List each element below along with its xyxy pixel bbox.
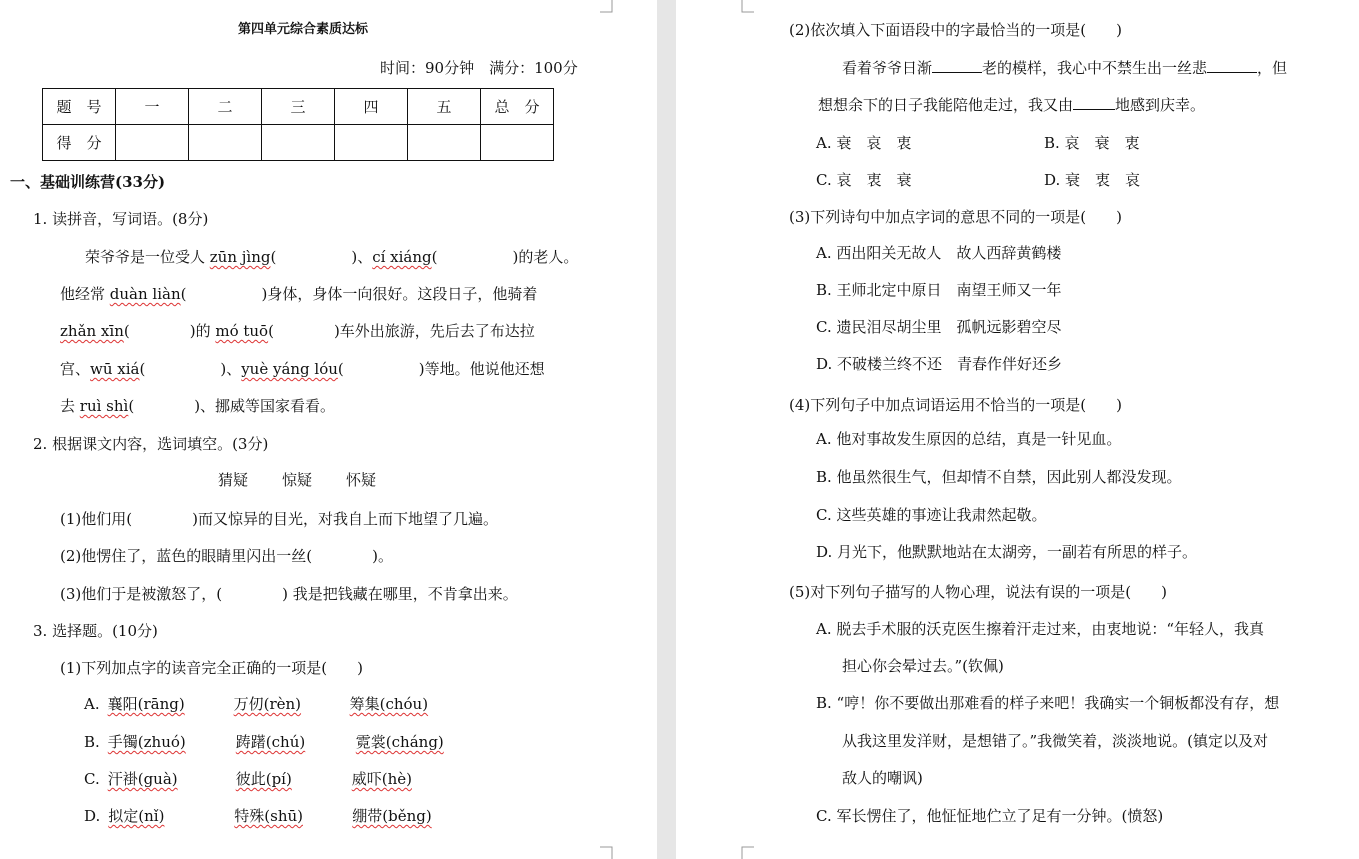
answer-blank[interactable]: ( )车外出旅游，先后去了布达拉 (268, 322, 535, 340)
pinyin: ruì shì (79, 397, 129, 415)
text: 地感到庆幸。 (1115, 96, 1206, 114)
choice-letter: A. (84, 695, 100, 713)
choice-item: 襄阳(rāng) (107, 695, 185, 713)
choice-item: 汗褂(guà) (107, 770, 178, 788)
option-b-cont: 从我这里发洋财，是想错了。”我微笑着，淡淡地说。(镇定以及对 (842, 732, 1269, 750)
corner-mark (600, 0, 618, 14)
q1-line (60, 396, 335, 416)
option-d[interactable]: D. 月光下，他默默地站在太湖旁，一副若有所思的样子。 (816, 543, 1198, 561)
score-header-cell: 五 (408, 89, 481, 125)
sub-question: (5)对下列句子描写的人物心理，说法有误的一项是( ) (789, 583, 1167, 601)
q1-line (60, 284, 537, 304)
score-table (42, 88, 554, 161)
score-cell[interactable] (335, 125, 408, 161)
option-a[interactable]: A. 他对事故发生原因的总结，真是一针见血。 (816, 430, 1122, 448)
pinyin: zūn jìng (209, 248, 271, 266)
score-header-cell: 二 (189, 89, 262, 125)
question-title: 3. 选择题。(10分) (33, 622, 158, 640)
choice-row (84, 769, 412, 789)
page-gutter (657, 0, 676, 859)
exam-meta: 时间：90分钟 满分：100分 (380, 59, 578, 77)
page-title: 第四单元综合素质达标 (238, 22, 369, 37)
fill-blank[interactable] (932, 58, 982, 73)
choice-row (84, 694, 428, 714)
score-header-cell: 题 号 (43, 89, 116, 125)
q2-sentence: (3)他们于是被激怒了，( ) 我是把钱藏在哪里，不肯拿出来。 (60, 585, 518, 603)
score-cell[interactable] (481, 125, 554, 161)
question-title: 2. 根据课文内容，选词填空。(3分) (33, 435, 269, 453)
fill-blank[interactable] (1073, 95, 1115, 110)
score-header-cell: 总 分 (481, 89, 554, 125)
choice-letter: C. (84, 770, 100, 788)
choice-item: 手镯(zhuó) (107, 733, 186, 751)
answer-blank[interactable]: ( )的 (123, 322, 216, 340)
choice-item: 踌躇(chú) (235, 733, 306, 751)
text: ，但 (1257, 59, 1288, 77)
answer-blank[interactable]: ( )、 (270, 248, 373, 266)
corner-mark (736, 845, 754, 859)
text: 荣爷爷是一位受人 (85, 248, 210, 266)
option-c[interactable]: C. 这些英雄的事迹让我肃然起敬。 (816, 506, 1047, 524)
q1-line (60, 321, 535, 341)
choice-item: 威吓(hè) (351, 770, 412, 788)
pinyin: mó tuō (215, 322, 269, 340)
score-cell[interactable] (189, 125, 262, 161)
text: 去 (60, 397, 80, 415)
option-a[interactable]: A. 西出阳关无故人 故人西辞黄鹤楼 (816, 244, 1062, 262)
score-cell[interactable] (262, 125, 335, 161)
corner-mark (600, 845, 618, 859)
q2-sentence: (1)他们用( )而又惊异的目光，对我自上而下地望了几遍。 (60, 510, 498, 528)
score-row-label: 得 分 (43, 125, 116, 161)
pinyin: zhǎn xīn (60, 322, 124, 340)
corner-mark (736, 0, 754, 14)
answer-blank[interactable]: ( )等地。他说他还想 (337, 360, 545, 378)
text: 宫、 (60, 360, 91, 378)
choice-item: 绷带(běng) (352, 807, 432, 825)
text: 看着爷爷日渐 (842, 59, 933, 77)
choice-item: 霓裳(cháng) (355, 733, 444, 751)
passage-line (842, 58, 1287, 78)
score-header-cell: 三 (262, 89, 335, 125)
choice-item: 彼此(pí) (235, 770, 292, 788)
fill-blank[interactable] (1207, 58, 1257, 73)
choice-item: 特殊(shū) (234, 807, 303, 825)
option-a[interactable]: A. 衰 哀 衷 (816, 134, 912, 152)
sub-question: (1)下列加点字的读音完全正确的一项是( ) (60, 659, 363, 677)
option-b[interactable]: B. 哀 衰 衷 (1044, 134, 1140, 152)
option-b[interactable]: B. 王师北定中原日 南望王师又一年 (816, 281, 1062, 299)
option-c[interactable]: C. 军长愣住了，他怔怔地伫立了足有一分钟。(愤怒) (816, 807, 1164, 825)
section-title: 一、基础训练营(33分) (10, 173, 166, 191)
choice-item: 筹集(chóu) (349, 695, 429, 713)
option-d[interactable]: D. 衰 衷 哀 (1044, 171, 1141, 189)
score-header-cell: 四 (335, 89, 408, 125)
option-a-cont: 担心你会晕过去。”(钦佩) (842, 657, 1004, 675)
choice-letter: D. (84, 807, 101, 825)
choice-row (84, 732, 444, 752)
text: 他经常 (60, 285, 110, 303)
text: 想想余下的日子我能陪他走过，我又由 (818, 96, 1074, 114)
choice-item: 万仞(rèn) (233, 695, 302, 713)
score-header-row (43, 89, 554, 125)
score-header-cell: 一 (116, 89, 189, 125)
passage-line (818, 95, 1205, 115)
sub-question: (4)下列句子中加点词语运用不恰当的一项是( ) (789, 396, 1122, 414)
pinyin: wū xiá (90, 360, 140, 378)
choice-item: 拟定(nǐ) (108, 807, 165, 825)
option-c[interactable]: C. 遗民泪尽胡尘里 孤帆远影碧空尽 (816, 318, 1062, 336)
text: 老的模样，我心中不禁生出一丝悲 (982, 59, 1208, 77)
option-d[interactable]: D. 不破楼兰终不还 青春作伴好还乡 (816, 355, 1063, 373)
pinyin: yuè yáng lóu (241, 360, 338, 378)
answer-blank[interactable]: ( )的老人。 (431, 248, 579, 266)
sub-question: (2)依次填入下面语段中的字最恰当的一项是( ) (789, 21, 1122, 39)
page-right (676, 0, 1359, 859)
page-left (0, 0, 657, 859)
q1-line (85, 247, 578, 267)
question-title: 1. 读拼音，写词语。(8分) (33, 210, 209, 228)
option-b[interactable]: B. “哼！你不要做出那难看的样子来吧！我确实一个铜板都没有存，想 (816, 694, 1280, 712)
option-c[interactable]: C. 哀 衷 衰 (816, 171, 912, 189)
score-row (43, 125, 554, 161)
option-a[interactable]: A. 脱去手术服的沃克医生擦着汗走过来，由衷地说：“年轻人，我真 (816, 620, 1265, 638)
word-option: 怀疑 (346, 471, 377, 489)
choice-letter: B. (84, 733, 100, 751)
word-options (218, 470, 376, 490)
answer-blank[interactable]: ( )、 (139, 360, 242, 378)
sub-question: (3)下列诗句中加点字词的意思不同的一项是( ) (789, 208, 1122, 226)
q2-sentence: (2)他愣住了，蓝色的眼睛里闪出一丝( )。 (60, 547, 393, 565)
word-option: 猜疑 (218, 471, 249, 489)
option-b-cont: 敌人的嘲讽) (842, 769, 923, 787)
score-cell[interactable] (116, 125, 189, 161)
pinyin: cí xiáng (372, 248, 432, 266)
answer-blank[interactable]: ( )、挪威等国家看看。 (128, 397, 336, 415)
answer-blank[interactable]: ( )身体，身体一向很好。这段日子，他骑着 (180, 285, 538, 303)
q1-line (60, 359, 545, 379)
pinyin: duàn liàn (109, 285, 181, 303)
choice-row (84, 806, 432, 826)
score-cell[interactable] (408, 125, 481, 161)
option-b[interactable]: B. 他虽然很生气，但却情不自禁，因此别人都没发现。 (816, 468, 1182, 486)
word-option: 惊疑 (282, 471, 313, 489)
